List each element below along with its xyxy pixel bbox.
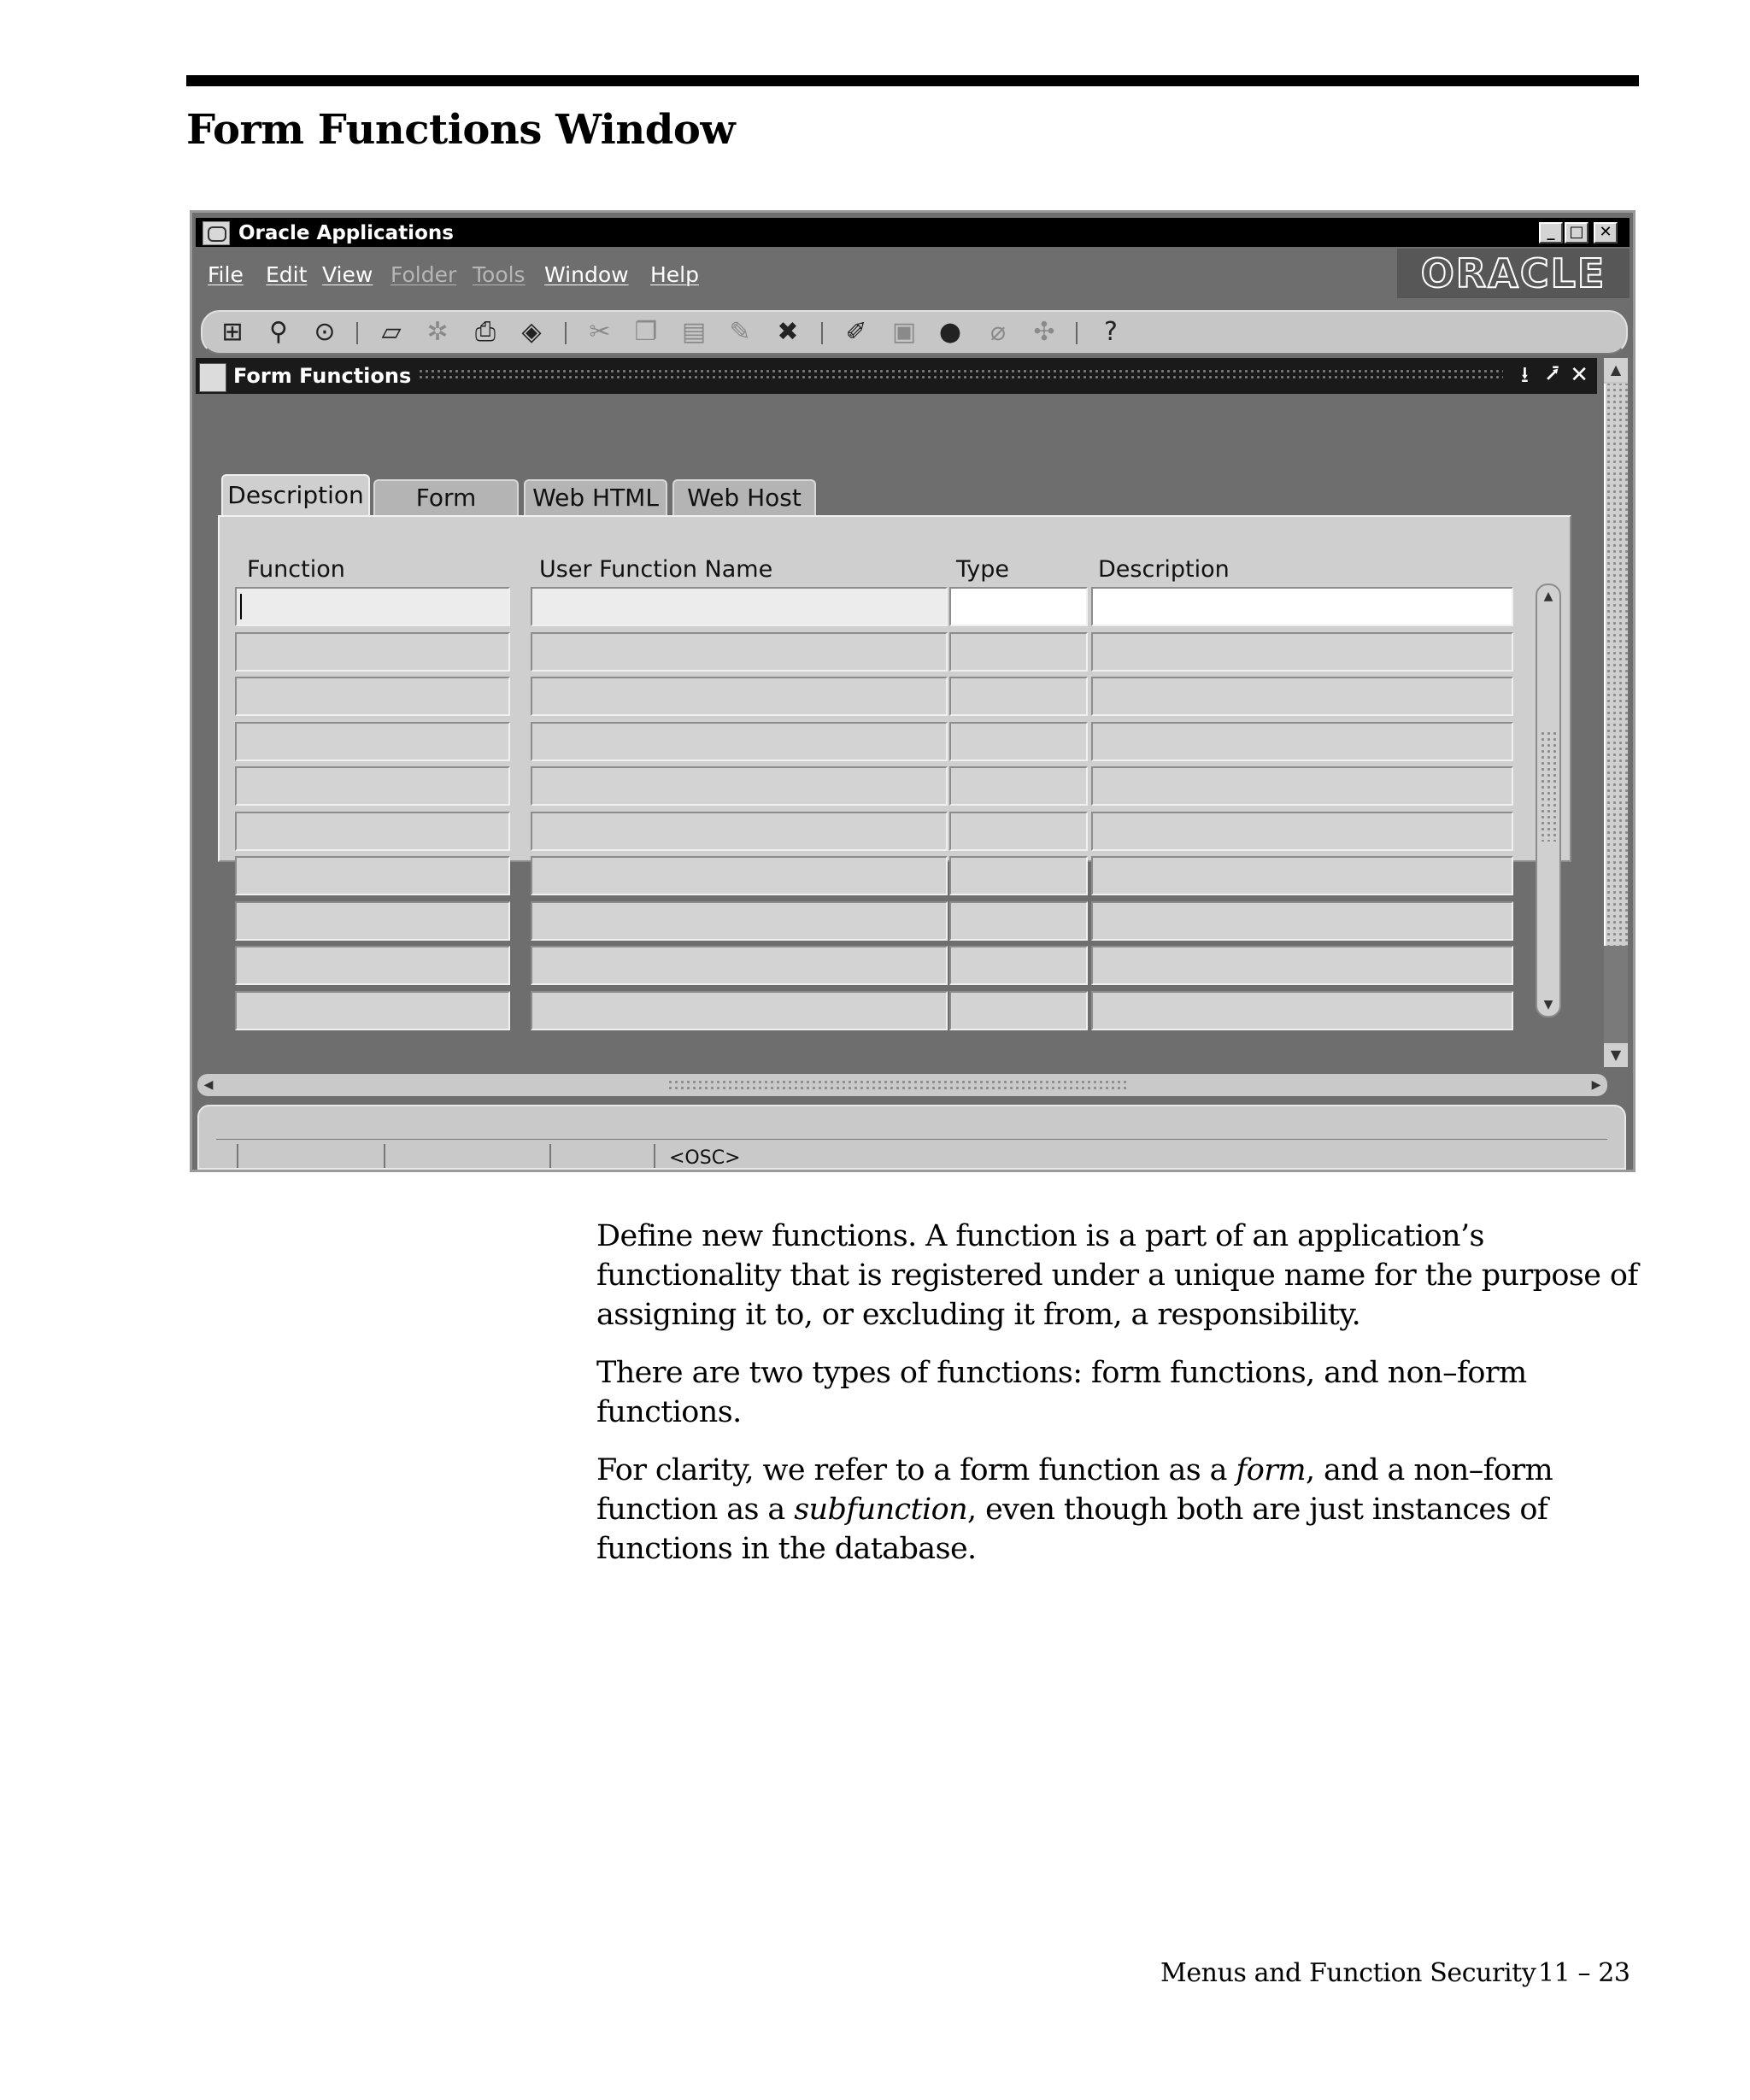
function-field[interactable]: [235, 991, 510, 1030]
translations-icon[interactable]: ●: [938, 317, 962, 347]
print-icon[interactable]: ⎙: [475, 317, 496, 347]
description-field[interactable]: [1091, 856, 1513, 895]
user-function-name-field[interactable]: [531, 587, 948, 626]
function-field[interactable]: [235, 946, 510, 985]
minimize-icon[interactable]: _: [1539, 222, 1563, 243]
description-field[interactable]: [1091, 766, 1513, 806]
scroll-up-arrow-icon[interactable]: ▲: [1604, 358, 1628, 382]
new-record-icon[interactable]: ⊞: [221, 317, 244, 347]
cut-icon[interactable]: ✂: [589, 317, 611, 347]
zoom-icon[interactable]: ▣: [891, 317, 917, 347]
menu-window[interactable]: Window: [544, 262, 629, 287]
folder-tools-icon[interactable]: ✣: [1033, 317, 1055, 347]
function-field[interactable]: [235, 856, 510, 895]
user-function-name-field[interactable]: [531, 677, 948, 716]
form-window-icon: [199, 363, 226, 392]
type-field[interactable]: [949, 946, 1088, 985]
status-segment: [237, 1144, 238, 1168]
tab-web-html[interactable]: Web HTML: [524, 479, 667, 517]
status-osc: <OSC>: [669, 1147, 741, 1169]
menu-view[interactable]: View: [322, 262, 373, 287]
scroll-left-arrow-icon[interactable]: ◀: [203, 1078, 214, 1092]
function-field[interactable]: [235, 722, 510, 761]
next-step-icon[interactable]: ✲: [426, 317, 449, 347]
footer-section-title: Menus and Function Security: [1160, 1958, 1536, 1988]
type-field[interactable]: [949, 812, 1088, 851]
type-field[interactable]: [949, 677, 1088, 716]
user-function-name-field[interactable]: [531, 946, 948, 985]
window-vertical-scrollbar[interactable]: [1604, 358, 1628, 1067]
function-field[interactable]: [235, 901, 510, 941]
function-field[interactable]: [235, 812, 510, 851]
status-segment: [384, 1144, 385, 1168]
type-field[interactable]: [949, 587, 1088, 626]
maximize-icon[interactable]: □: [1565, 222, 1589, 243]
toolbar-separator: [821, 322, 823, 344]
menu-tools[interactable]: Tools: [473, 262, 526, 287]
delete-record-icon[interactable]: ✖: [777, 317, 799, 347]
page-title: Form Functions Window: [186, 106, 736, 154]
grid-scroll-down-icon[interactable]: ▼: [1543, 998, 1553, 1012]
scroll-thumb[interactable]: [1604, 384, 1628, 946]
tab-panel-description: [218, 515, 1571, 1012]
status-bar: [197, 1105, 1626, 1170]
navigator-icon[interactable]: ⊙: [314, 317, 336, 347]
description-field[interactable]: [1091, 901, 1513, 941]
paragraph-2: There are two types of functions: form functions, and non–form functions.: [596, 1356, 1527, 1429]
user-function-name-field[interactable]: [531, 901, 948, 941]
app-window-screenshot: [190, 210, 1635, 1172]
paragraph-1: Define new functions. A function is a part of an application’s functionality that is registered under a unique name for the purpose of assigning it to, or excluding it from, a responsibility.: [596, 1219, 1638, 1332]
function-field[interactable]: [235, 766, 510, 806]
close-icon[interactable]: ✕: [1594, 222, 1618, 243]
form-title: Form Functions: [233, 364, 412, 388]
user-function-name-field[interactable]: [531, 991, 948, 1030]
close-form-icon[interactable]: ◈: [521, 317, 542, 347]
status-divider: [216, 1139, 1607, 1140]
title-bar-texture: [418, 368, 1503, 382]
description-field[interactable]: [1091, 722, 1513, 761]
user-function-name-field[interactable]: [531, 766, 948, 806]
edit-field-icon[interactable]: ✐: [845, 317, 867, 347]
tab-form[interactable]: Form: [373, 479, 519, 517]
window-horizontal-scrollbar[interactable]: [197, 1074, 1607, 1096]
attachments-icon[interactable]: ⌀: [990, 317, 1007, 347]
user-function-name-field[interactable]: [531, 722, 948, 761]
form-title-bar: [196, 358, 1597, 394]
text-cursor: [240, 594, 242, 619]
body-text: [596, 1217, 1639, 1587]
type-field[interactable]: [949, 991, 1088, 1030]
status-segment: [549, 1144, 551, 1168]
form-minimize-icon[interactable]: ⭳: [1520, 362, 1529, 388]
user-function-name-field[interactable]: [531, 632, 948, 672]
toolbar-separator: [565, 322, 567, 344]
function-field[interactable]: [235, 677, 510, 716]
scroll-track[interactable]: [1604, 946, 1628, 1048]
function-field[interactable]: [235, 632, 510, 672]
status-segment: [654, 1144, 655, 1168]
top-rule: [186, 75, 1639, 86]
title-bar: [196, 218, 1630, 247]
type-field[interactable]: [949, 632, 1088, 672]
description-field[interactable]: [1091, 946, 1513, 985]
window-title: Oracle Applications: [238, 222, 454, 244]
copy-icon[interactable]: ❐: [634, 317, 658, 347]
oracle-logo: ORACLE: [1397, 249, 1630, 298]
type-field[interactable]: [949, 901, 1088, 941]
form-close-icon[interactable]: ✕: [1570, 362, 1589, 388]
grid-vertical-scrollbar[interactable]: [1536, 584, 1561, 1018]
description-field[interactable]: [1091, 677, 1513, 716]
footer-page-number: 11 – 23: [1538, 1958, 1630, 1988]
description-field[interactable]: [1091, 587, 1513, 626]
scroll-down-arrow-icon[interactable]: ▼: [1604, 1043, 1628, 1067]
user-function-name-field[interactable]: [531, 856, 948, 895]
type-field[interactable]: [949, 856, 1088, 895]
description-field[interactable]: [1091, 991, 1513, 1030]
scroll-right-arrow-icon[interactable]: ▶: [1591, 1078, 1601, 1092]
tab-description[interactable]: Description: [221, 474, 370, 517]
paragraph-3: For clarity, we refer to a form function as a form, and a non–form function as a subfunction, even though both are just instances of functions in the database.: [596, 1453, 1553, 1566]
paste-icon[interactable]: ▤: [681, 317, 707, 347]
grid-scroll-up-icon[interactable]: ▲: [1543, 590, 1553, 603]
type-field[interactable]: [949, 722, 1088, 761]
oracle-app-icon: [203, 221, 230, 245]
menu-bar: [196, 249, 1630, 298]
menu-folder[interactable]: Folder: [391, 262, 457, 287]
help-icon[interactable]: ?: [1104, 317, 1118, 347]
toolbar-separator: [1076, 322, 1078, 344]
save-icon[interactable]: ▱: [381, 317, 402, 347]
grid-scroll-thumb[interactable]: [1540, 730, 1557, 842]
column-header-type: Type: [956, 556, 1010, 583]
type-field[interactable]: [949, 766, 1088, 806]
new-icon[interactable]: ✎: [729, 317, 751, 347]
menu-file[interactable]: File: [208, 262, 244, 287]
toolbar-separator: [356, 322, 358, 344]
column-header-description: Description: [1098, 556, 1230, 583]
user-function-name-field[interactable]: [531, 812, 948, 851]
column-header-user-function-name: User Function Name: [539, 556, 773, 583]
toolbar: [201, 310, 1628, 355]
function-field[interactable]: [235, 587, 510, 626]
description-field[interactable]: [1091, 812, 1513, 851]
horizontal-scroll-thumb[interactable]: [667, 1079, 1129, 1091]
description-field[interactable]: [1091, 632, 1513, 672]
menu-help[interactable]: Help: [650, 262, 699, 287]
menu-edit[interactable]: Edit: [266, 262, 308, 287]
form-maximize-icon[interactable]: ⭷: [1545, 362, 1559, 388]
column-header-function: Function: [247, 556, 345, 583]
find-icon[interactable]: ⚲: [269, 317, 288, 347]
tab-web-host[interactable]: Web Host: [672, 479, 816, 517]
